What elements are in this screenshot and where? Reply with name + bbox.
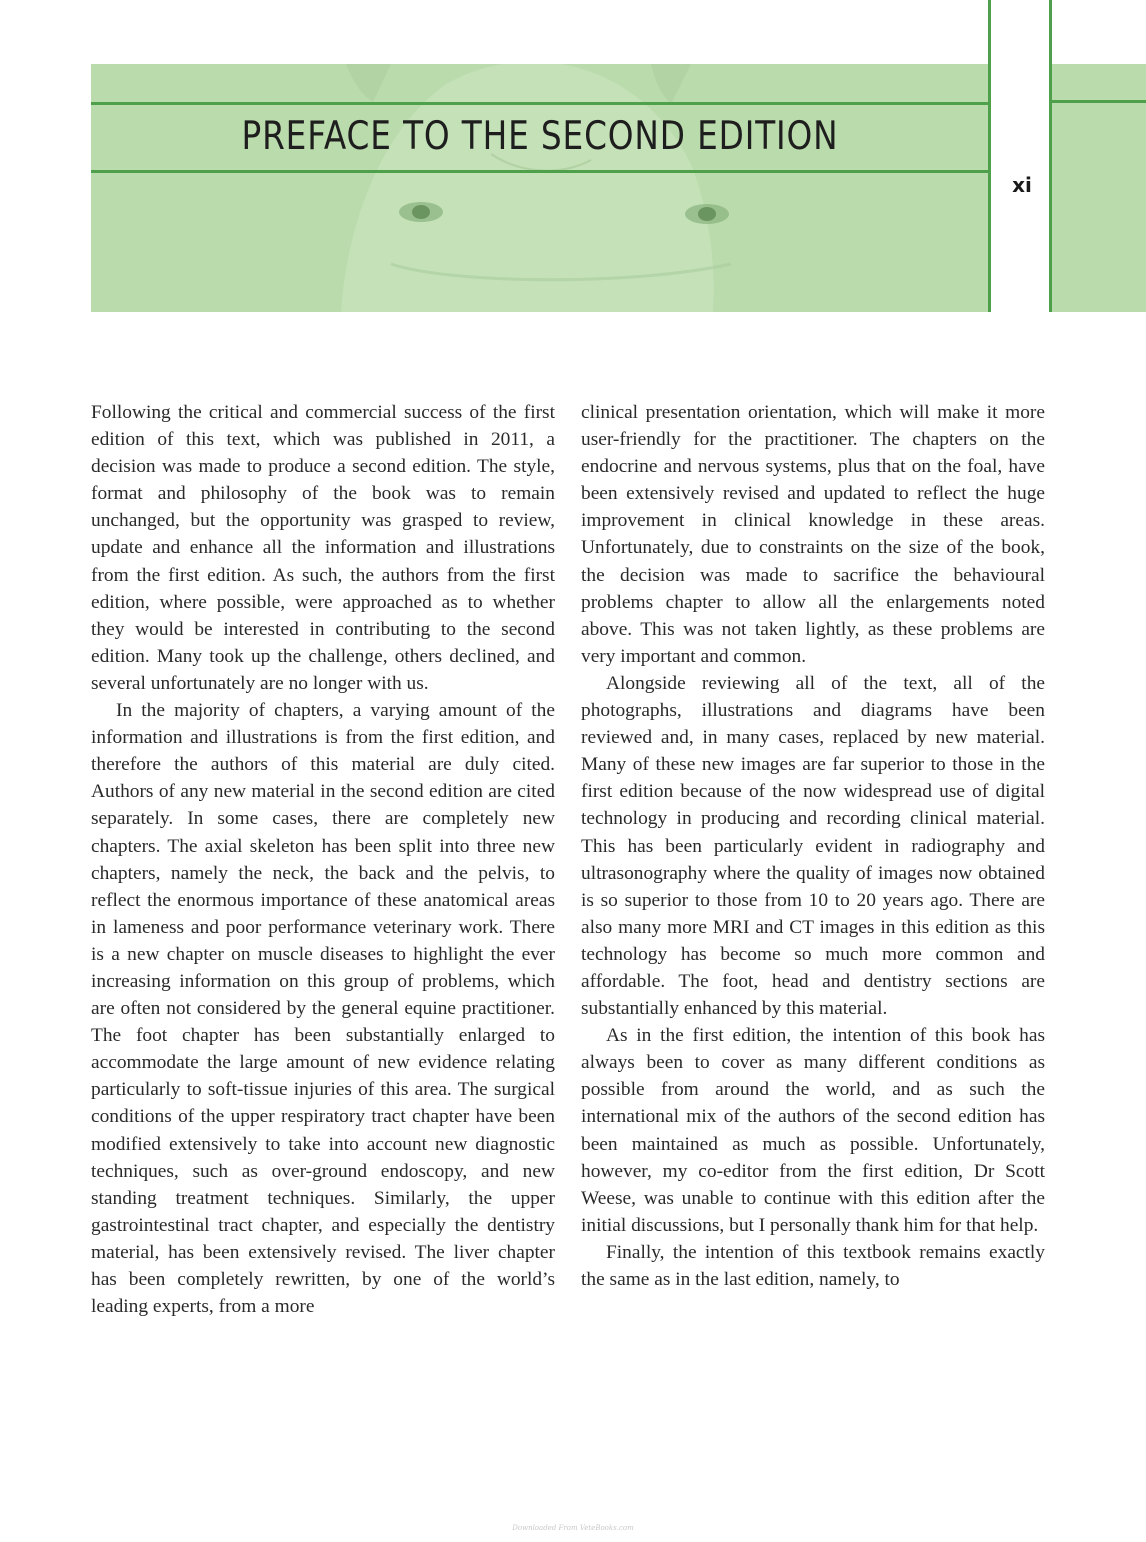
download-watermark: Downloaded From VeteBooks.com [512, 1524, 634, 1532]
paragraph: Following the critical and commercial success of the first edition of this text, which was published in 2011, a decision was made to produce a second edition. The style, format and philosophy of the book was to remain unchanged, but the opportunity was grasped to review, update and enhance all the information and illustrations from the first edition. As such, the authors from the first edition, where possible, were approached as to whether they would be interested in contributing to the second edition. Many took up the challenge, others declined, and several unfortunately are no longer with us. [91, 402, 555, 694]
paragraph: As in the first edition, the intention of this book has always been to cover as many different conditions as possible from around the world, and as such the international mix of the authors of the second edition has been maintained as much as possible. Unfortunately, however, my co-editor from the first edition, Dr Scott Weese, was unable to continue with this edition after the initial discussions, but I personally thank him for that help. [581, 1025, 1045, 1236]
paragraph: In the majority of chapters, a varying amount of the information and illustrations is from the first edition, and therefore the authors of this material are duly cited. Authors of any new material in the second edition are cited separately. In some cases, there are completely new chapters. The axial skeleton has been split into three new chapters, namely the neck, the back and the pelvis, to reflect the enormous importance of these anatomical areas in lameness and poor performance veterinary work. There is a new chapter on muscle diseases to highlight the ever increasing information on this group of problems, which are often not considered by the general equine practitioner. The foot chapter has been substantially enlarged to accommodate the large amount of new evidence relating particularly to soft-tissue injuries of this area. The surgical conditions of the upper respiratory tract chapter have been modified extensively to take into account new diagnostic techniques, such as over-ground endoscopy, and new standing treatment techniques. Similarly, the upper gastrointestinal tract chapter, and especially the dentistry material, has been extensively revised. The liver chapter has been completely rewritten, by one of the world’s leading experts, from a more [91, 700, 555, 1318]
paragraph: Alongside reviewing all of the text, all of the photographs, illustrations and diagrams have been reviewed and, in many cases, replaced by new material. Many of these new images are far superior to those in the first edition because of the now widespread use of digital technology in producing and recording clinical material. This has been particularly evident in radiography and ultrasonography where the quality of images now obtained is so superior to those from 10 to 20 years ago. There are also many more MRI and CT images in this edition as this technology has become so much more common and affordable. The foot, head and dentistry sections are substantially enhanced by this material. [581, 672, 1045, 1020]
text-column-right [581, 399, 1045, 1293]
margin-rule-left [988, 0, 991, 312]
side-rule [1052, 100, 1146, 103]
margin-rule-right [1049, 0, 1052, 312]
title-rule-top [91, 102, 989, 105]
text-column-left [91, 399, 555, 1320]
page-title: PREFACE TO THE SECOND EDITION [241, 114, 839, 159]
page-number: xi [1012, 173, 1032, 197]
paragraph: Finally, the intention of this textbook remains exactly the same as in the last edition, namely, to [581, 1241, 1045, 1290]
paragraph: clinical presentation orientation, which will make it more user-friendly for the practitioner. The chapters on the endocrine and nervous systems, plus that on the foal, have been extensively revised and updated to reflect the huge improvement in clinical knowledge in these areas. Unfortunately, due to constraints on the size of the book, the decision was made to sacrifice the behavioural problems chapter to allow all the enlargements noted above. This was not taken lightly, as these problems are very important and common. [581, 402, 1045, 667]
title-rule-bottom [91, 170, 989, 173]
